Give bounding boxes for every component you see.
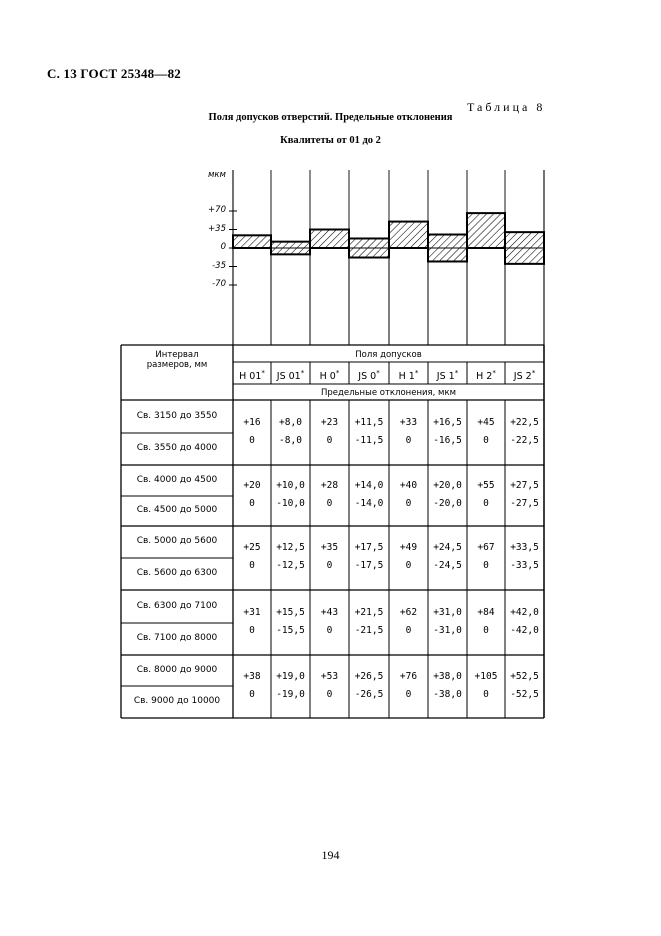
lower-deviation: -17,5 bbox=[354, 560, 384, 571]
size-interval-header: Интервал размеров, мм bbox=[146, 350, 208, 370]
upper-deviation: +11,5 bbox=[354, 416, 384, 428]
lower-deviation: -26,5 bbox=[354, 688, 384, 700]
lower-deviation: -52,5 bbox=[510, 688, 539, 700]
tolerance-bar bbox=[389, 222, 428, 248]
lower-deviation: 0 bbox=[483, 688, 489, 700]
upper-deviation: +20 bbox=[243, 479, 261, 491]
lower-deviation: -14,0 bbox=[354, 497, 384, 509]
upper-deviation: +17,5 bbox=[354, 542, 384, 553]
upper-deviation: +38,0 bbox=[433, 670, 462, 682]
size-range-label: Св. 5000 до 5600 bbox=[136, 536, 218, 546]
column-header: H 0* bbox=[319, 369, 340, 383]
column-header: JS 0* bbox=[358, 369, 380, 383]
upper-deviation: +42,0 bbox=[510, 606, 539, 618]
upper-deviation: +20,0 bbox=[433, 479, 462, 491]
table-number: Таблица 8 bbox=[467, 100, 546, 114]
y-tick-label: +70 bbox=[208, 205, 226, 215]
upper-deviation: +43 bbox=[320, 606, 339, 618]
lower-deviation: -12,5 bbox=[276, 560, 305, 571]
upper-deviation: +16 bbox=[243, 416, 261, 428]
upper-deviation: +23 bbox=[320, 416, 339, 428]
lower-deviation: 0 bbox=[326, 434, 333, 446]
tolerance-bar bbox=[505, 232, 544, 264]
y-tick-label: -35 bbox=[212, 260, 226, 271]
document-header: С. 13 ГОСТ 25348—82 bbox=[47, 66, 181, 81]
lower-deviation: 0 bbox=[326, 560, 333, 571]
size-range-label: Св. 3550 до 4000 bbox=[136, 443, 218, 453]
chart-bars bbox=[233, 213, 544, 345]
upper-deviation: +8,0 bbox=[279, 416, 302, 428]
lower-deviation: 0 bbox=[326, 497, 333, 509]
upper-deviation: +15,5 bbox=[276, 606, 305, 618]
upper-deviation: +38 bbox=[243, 670, 261, 682]
lower-deviation: -42,0 bbox=[510, 624, 539, 636]
size-range-label: Св. 9000 до 10000 bbox=[133, 696, 221, 706]
lower-deviation: 0 bbox=[483, 497, 489, 509]
upper-deviation: +105 bbox=[474, 670, 498, 682]
upper-deviation: +40 bbox=[399, 479, 418, 491]
column-header: JS 2* bbox=[513, 369, 536, 383]
lower-deviation: 0 bbox=[405, 624, 412, 636]
lower-deviation: -8,0 bbox=[279, 434, 302, 446]
upper-deviation: +67 bbox=[477, 542, 495, 553]
upper-deviation: +49 bbox=[399, 542, 418, 553]
lower-deviation: -20,0 bbox=[433, 497, 462, 509]
lower-deviation: -21,5 bbox=[354, 624, 384, 636]
upper-deviation: +21,5 bbox=[354, 606, 384, 618]
lower-deviation: 0 bbox=[249, 560, 255, 571]
upper-deviation: +55 bbox=[477, 479, 495, 491]
upper-deviation: +19,0 bbox=[276, 670, 305, 682]
lower-deviation: 0 bbox=[483, 624, 489, 636]
tolerance-bar bbox=[310, 230, 349, 249]
lower-deviation: 0 bbox=[405, 434, 412, 446]
lower-deviation: -19,0 bbox=[276, 688, 305, 700]
lower-deviation: 0 bbox=[405, 560, 412, 571]
upper-deviation: +26,5 bbox=[354, 670, 384, 682]
upper-deviation: +33,5 bbox=[510, 542, 539, 553]
column-header: JS 1* bbox=[436, 369, 459, 383]
y-tick-label: 0 bbox=[220, 242, 226, 252]
lower-deviation: -38,0 bbox=[433, 688, 462, 700]
lower-deviation: -31,0 bbox=[433, 624, 462, 636]
deviations-header: Предельные отклонения, мкм bbox=[320, 388, 457, 398]
lower-deviation: -27,5 bbox=[510, 497, 539, 509]
lower-deviation: 0 bbox=[249, 624, 255, 636]
lower-deviation: -10,0 bbox=[276, 497, 305, 509]
lower-deviation: 0 bbox=[249, 434, 255, 446]
upper-deviation: +12,5 bbox=[276, 542, 305, 553]
upper-deviation: +27,5 bbox=[510, 479, 539, 491]
tolerance-bar bbox=[233, 235, 271, 248]
lower-deviation: 0 bbox=[483, 560, 489, 571]
size-range-label: Св. 4000 до 4500 bbox=[136, 474, 218, 485]
size-range-label: Св. 5600 до 6300 bbox=[136, 568, 218, 578]
upper-deviation: +62 bbox=[399, 606, 418, 618]
tolerance-bar bbox=[428, 235, 467, 262]
size-range-label: Св. 7100 до 8000 bbox=[136, 633, 218, 643]
column-header: H 1* bbox=[398, 369, 419, 383]
upper-deviation: +16,5 bbox=[433, 416, 462, 428]
upper-deviation: +45 bbox=[477, 416, 495, 428]
upper-deviation: +31 bbox=[243, 606, 261, 618]
column-header: H 2* bbox=[476, 369, 496, 383]
upper-deviation: +10,0 bbox=[276, 479, 305, 491]
lower-deviation: 0 bbox=[405, 497, 412, 509]
upper-deviation: +31,0 bbox=[433, 606, 462, 618]
column-header: JS 01* bbox=[276, 369, 305, 383]
upper-deviation: +14,0 bbox=[354, 479, 384, 491]
y-tick-label: -70 bbox=[212, 279, 226, 289]
size-range-label: Св. 6300 до 7100 bbox=[136, 600, 218, 611]
tolerance-fields-header: Поля допусков bbox=[355, 350, 422, 360]
table-grid bbox=[121, 345, 544, 718]
page-number: 194 bbox=[321, 848, 340, 862]
upper-deviation: +84 bbox=[477, 606, 495, 618]
lower-deviation: 0 bbox=[249, 497, 255, 509]
tolerance-bar bbox=[467, 213, 505, 248]
column-header: H 01* bbox=[239, 369, 265, 383]
y-tick-label: +35 bbox=[208, 223, 226, 234]
y-unit-label: мкм bbox=[208, 170, 226, 180]
upper-deviation: +22,5 bbox=[510, 416, 539, 428]
lower-deviation: 0 bbox=[483, 434, 489, 446]
table-subtitle: Квалитеты от 01 до 2 bbox=[280, 135, 381, 146]
table-title: Поля допусков отверстий. Предельные отклонения bbox=[208, 112, 453, 123]
upper-deviation: +35 bbox=[320, 542, 339, 553]
size-range-label: Св. 4500 до 5000 bbox=[136, 505, 218, 515]
lower-deviation: 0 bbox=[326, 624, 333, 636]
upper-deviation: +33 bbox=[399, 416, 418, 428]
tolerance-bar bbox=[271, 242, 310, 255]
upper-deviation: +52,5 bbox=[510, 670, 539, 682]
upper-deviation: +25 bbox=[243, 542, 261, 553]
upper-deviation: +53 bbox=[320, 670, 339, 682]
tolerance-bar bbox=[349, 238, 389, 257]
upper-deviation: +24,5 bbox=[433, 542, 462, 553]
lower-deviation: 0 bbox=[326, 688, 333, 700]
lower-deviation: -16,5 bbox=[433, 434, 462, 446]
lower-deviation: 0 bbox=[405, 688, 412, 700]
size-range-label: Св. 3150 до 3550 bbox=[136, 410, 218, 421]
lower-deviation: -22,5 bbox=[510, 434, 539, 446]
size-range-label: Св. 8000 до 9000 bbox=[136, 664, 218, 675]
lower-deviation: -11,5 bbox=[354, 434, 384, 446]
upper-deviation: +28 bbox=[320, 479, 339, 491]
lower-deviation: -24,5 bbox=[433, 560, 462, 571]
lower-deviation: -15,5 bbox=[276, 624, 305, 636]
lower-deviation: 0 bbox=[249, 688, 255, 700]
lower-deviation: -33,5 bbox=[510, 560, 539, 571]
upper-deviation: +76 bbox=[399, 670, 418, 682]
